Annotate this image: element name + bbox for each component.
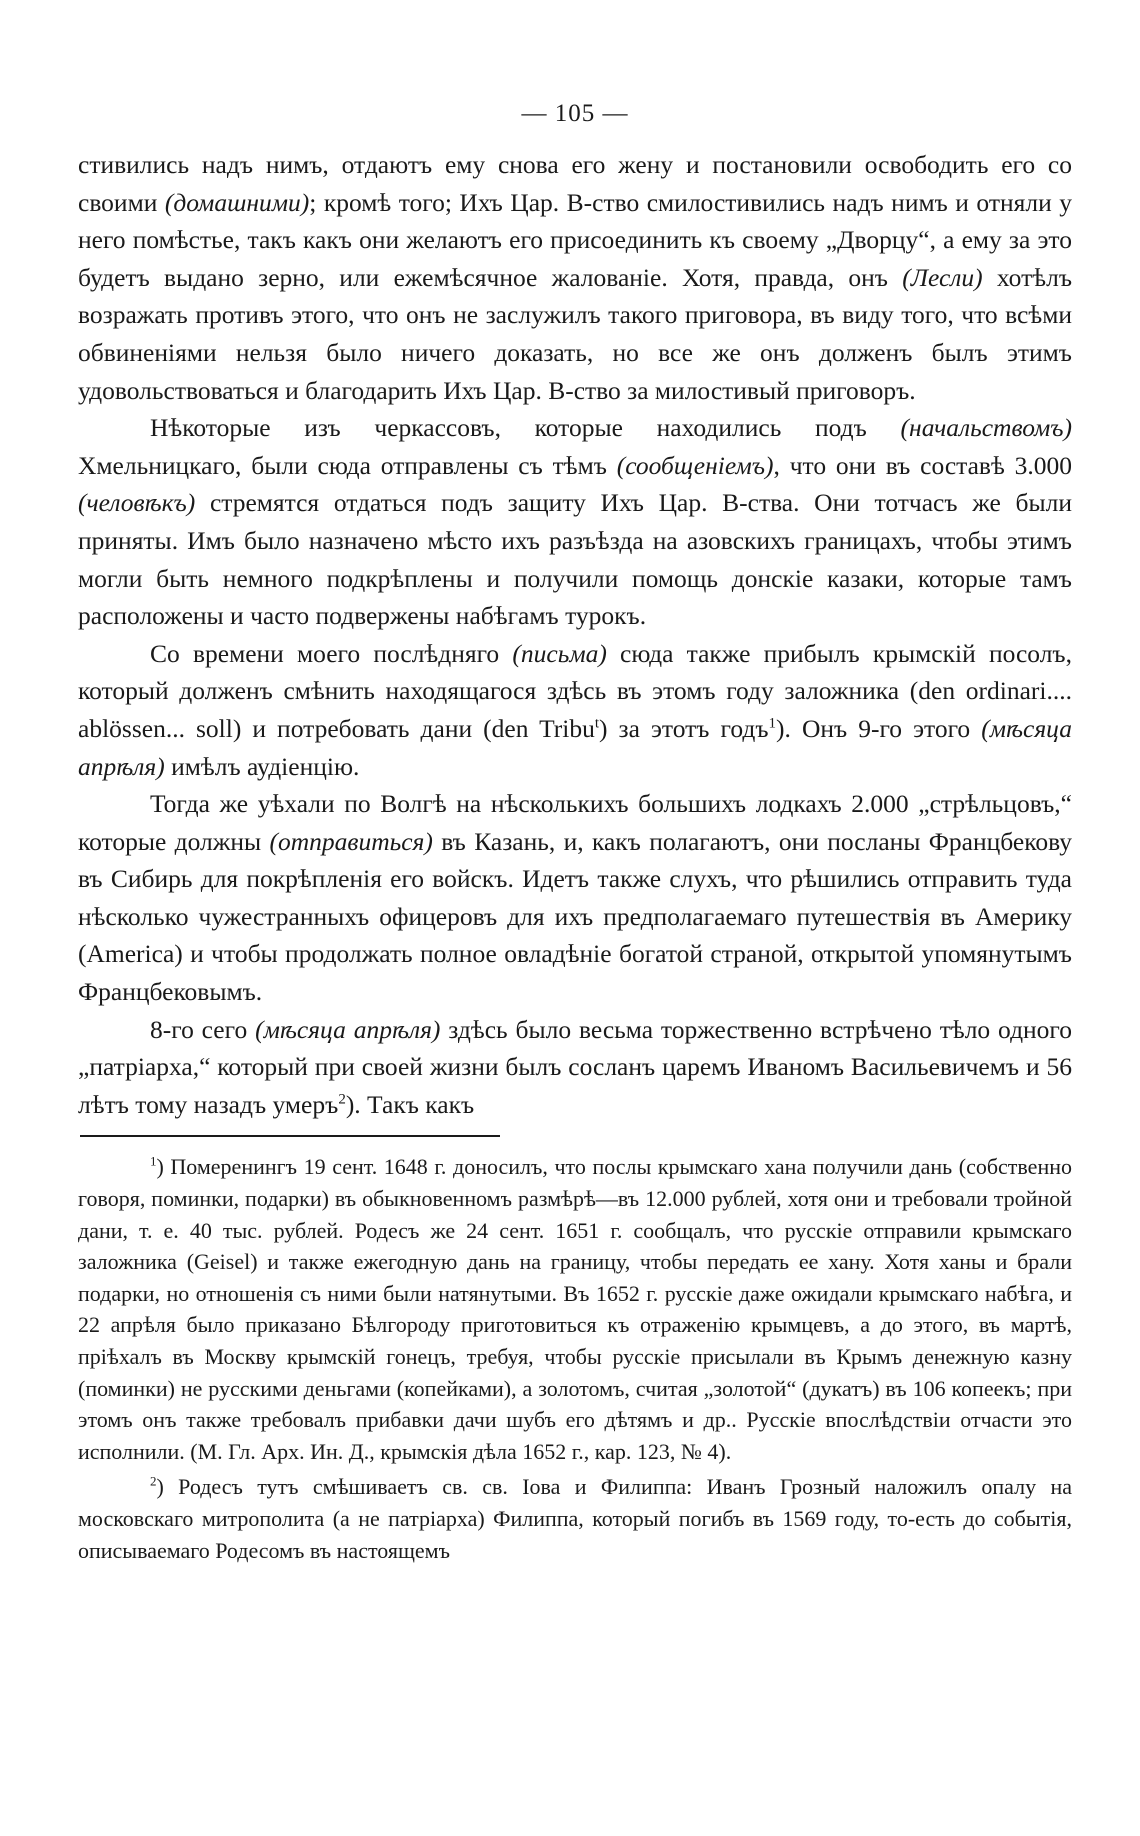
paragraph: стивились надъ нимъ, отдаютъ ему снова его жену и постановили освободить его со своими (домашними); кромѣ того; Ихъ Цар. В-ство смилостивились надъ нимъ и отняли у него помѣстье, такъ какъ они желаютъ его присоединить къ своему „Дворцу“, а ему за это будетъ выдано зерно, или ежемѣсячное жалованіе. Хотя, правда, онъ (Лесли) хотѣлъ возражать противъ этого, что онъ не заслужилъ такого приговора, въ виду того, что всѣми обвиненіями нельзя было ничего доказать, но все же онъ долженъ былъ этимъ удовольствоваться и благодарить Ихъ Цар. В-ство за милостивый приговоръ. — [78, 150, 1073, 405]
paragraph: Нѣкоторые изъ черкассовъ, которые находились подъ (начальствомъ) Хмельницкаго, были сюда отправлены съ тѣмъ (сообщеніемъ), что они въ составѣ 3.000 (человѣкъ) стремятся отдаться подъ защиту Ихъ Цар. В-ства. Они тотчасъ же были приняты. Имъ было назначено мѣсто ихъ разъѣзда на азовскихъ границахъ, чтобы этимъ могли быть немного подкрѣплены и получили помощь донскіе казаки, которые тамъ расположены и часто подвержены набѣгамъ турокъ. — [78, 413, 1072, 631]
footnote-ref[interactable]: 2 — [338, 1091, 346, 1108]
footnote: $^2$) Родесъ тутъ смѣшиваетъ св. св. Іова и Филиппа: Иванъ Грозный наложилъ опалу на московскаго митрополита (а не патріарха) Филиппа, который погибъ въ 1569 году, то-есть до событія, описываемаго Родесомъ въ настоящемъ — [78, 1474, 1072, 1563]
footnote-mark: 1 — [150, 1154, 157, 1170]
footnote: $^1$) Померенингъ 19 сент. 1648 г. доносилъ, что послы крымскаго хана получили дань (собственно говоря, поминки, подарки) въ обыкновенномъ размѣрѣ—въ 12.000 рублей, хотя они и требовали тройной дани, т. е. 40 тыс. рублей. Родесъ же 24 сент. 1651 г. сообщалъ, что русскіе отправили крымскаго заложника (Geisel) и также ежегодную дань на границу, чтобы передать ее хану. Хотя ханы и брали подарки, но отношенія съ ними были натянутыми. Въ 1652 г. русскіе даже ожидали крымскаго набѣга, и 22 апрѣля было приказано Бѣлгороду приготовиться къ отраженію крымцевъ, а до этого, въ мартѣ, пріѣхалъ въ Москву крымскій гонецъ, требуя, чтобы русскіе присылали въ Крымъ денежную казну (поминки) не русскими деньгами (копейками), а золотомъ, считая „золотой“ (дукатъ) въ 106 копеекъ; при этомъ онъ также требовалъ прибавки дачи шубъ его дѣтямъ и др.. Русскіе впослѣдствіи отчасти это исполнили. (М. Гл. Арх. Ин. Д., крымскія дѣла 1652 г., кар. 123, № 4). — [78, 1154, 1072, 1464]
footnote-divider — [80, 1135, 500, 1137]
page-number: — 105 — — [521, 100, 629, 127]
paragraph: 8-го сего (мѣсяца апрѣля) здѣсь было весьма торжественно встрѣчено тѣло одного „патріарха,“ который при своей жизни былъ сосланъ царемъ Иваномъ Васильевичемъ и 56 лѣтъ тому назадъ умеръ$^2$). Такъ какъ — [78, 1014, 1073, 1119]
superscript: t — [594, 715, 600, 732]
paragraph: Тогда же уѣхали по Волгѣ на нѣсколькихъ большихъ лодкахъ 2.000 „стрѣльцовъ,“ которые должны (отправиться) въ Казань, и, какъ полагаютъ, они посланы Францбекову въ Сибирь для покрѣпленія его войскъ. Идетъ также слухъ, что рѣшились отправить туда нѣсколько чужестранныхъ офицеровъ для ихъ предполагаемаго путешествія въ Америку (America) и чтобы продолжать полное овладѣніе богатой страной, открытой упомянутымъ Францбековымъ. — [78, 789, 1072, 1007]
footnote-mark: 2 — [150, 1474, 157, 1490]
footnotes — [78, 1151, 1072, 1566]
main-text — [78, 146, 1072, 1123]
footnote-ref[interactable]: 1 — [768, 715, 777, 732]
paragraph: Со времени моего послѣдняго (письма) сюда также прибылъ крымскій посолъ, который долженъ смѣнить находящагося здѣсь въ этомъ году заложника (den ordinari.... ablössen... soll) и потребовать дани (den Tribu$^t$) за этотъ годъ$^1$). Онъ 9-го этого (мѣсяца апрѣля) имѣлъ аудіенцію. — [78, 638, 1072, 781]
